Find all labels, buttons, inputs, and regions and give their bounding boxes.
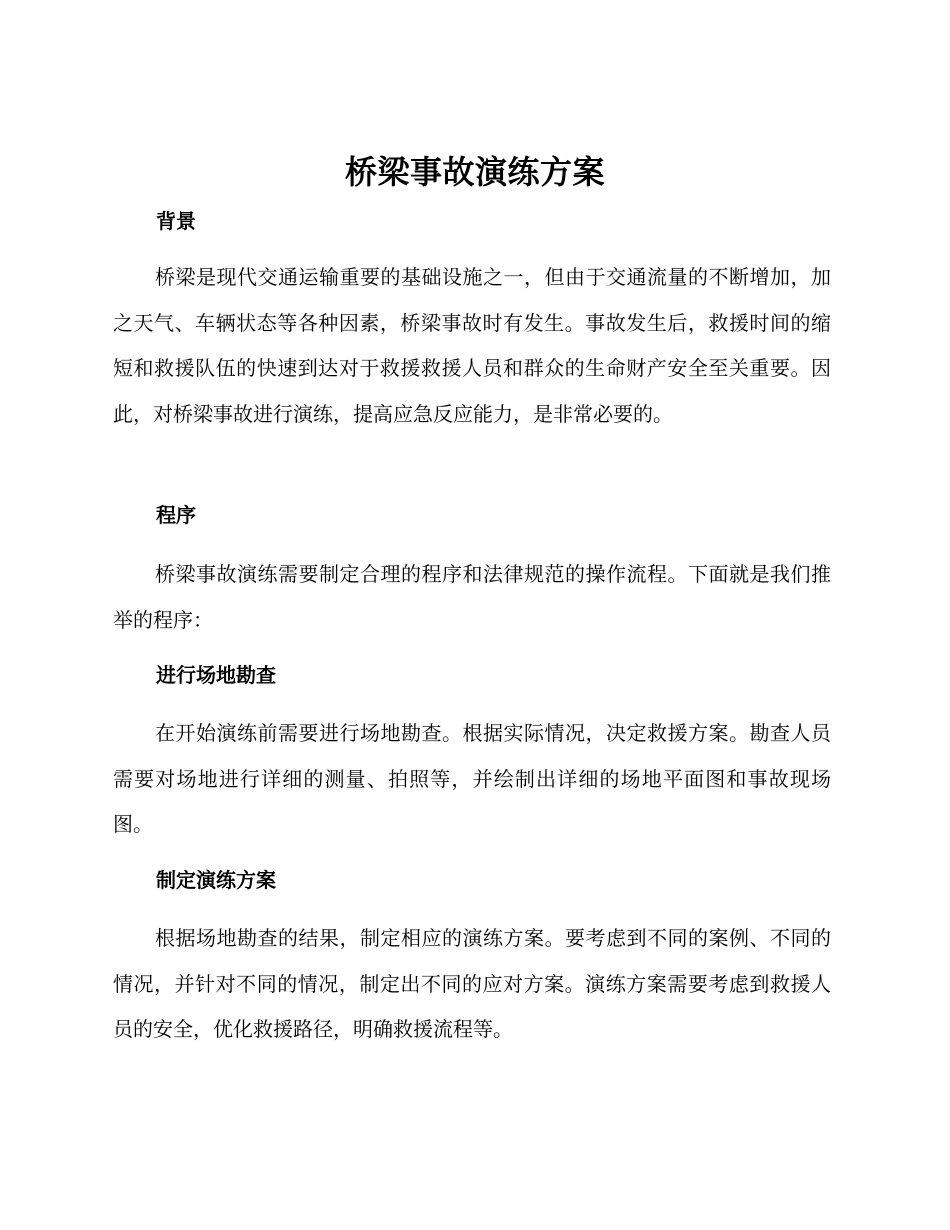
section-body-procedure: 桥梁事故演练需要制定合理的程序和法律规范的操作流程。下面就是我们推举的程序： xyxy=(113,562,831,632)
section-heading-procedure: 程序 xyxy=(156,503,196,527)
section-body-background: 桥梁是现代交通运输重要的基础设施之一，但由于交通流量的不断增加，加之天气、车辆状态等各种因素，桥梁事故时有发生。事故发生后，救援时间的缩短和救援队伍的快速到达对于救援救援人员和群众的生命财产安全至关重要。因此，对桥梁事故进行演练，提高应急反应能力，是非常必要的。 xyxy=(113,265,831,426)
section-heading-site-survey: 进行场地勘查 xyxy=(156,663,276,687)
document-title: 桥梁事故演练方案 xyxy=(344,153,605,191)
section-heading-drill-plan: 制定演练方案 xyxy=(156,868,276,892)
section-body-site-survey: 在开始演练前需要进行场地勘查。根据实际情况，决定救援方案。勘查人员需要对场地进行详细的测量、拍照等，并绘制出详细的场地平面图和事故现场图。 xyxy=(113,721,831,837)
section-heading-background: 背景 xyxy=(156,209,196,233)
section-body-drill-plan: 根据场地勘查的结果，制定相应的演练方案。要考虑到不同的案例、不同的情况，并针对不同的情况，制定出不同的应对方案。演练方案需要考虑到救援人员的安全，优化救援路径，明确救援流程等。 xyxy=(113,926,831,1042)
